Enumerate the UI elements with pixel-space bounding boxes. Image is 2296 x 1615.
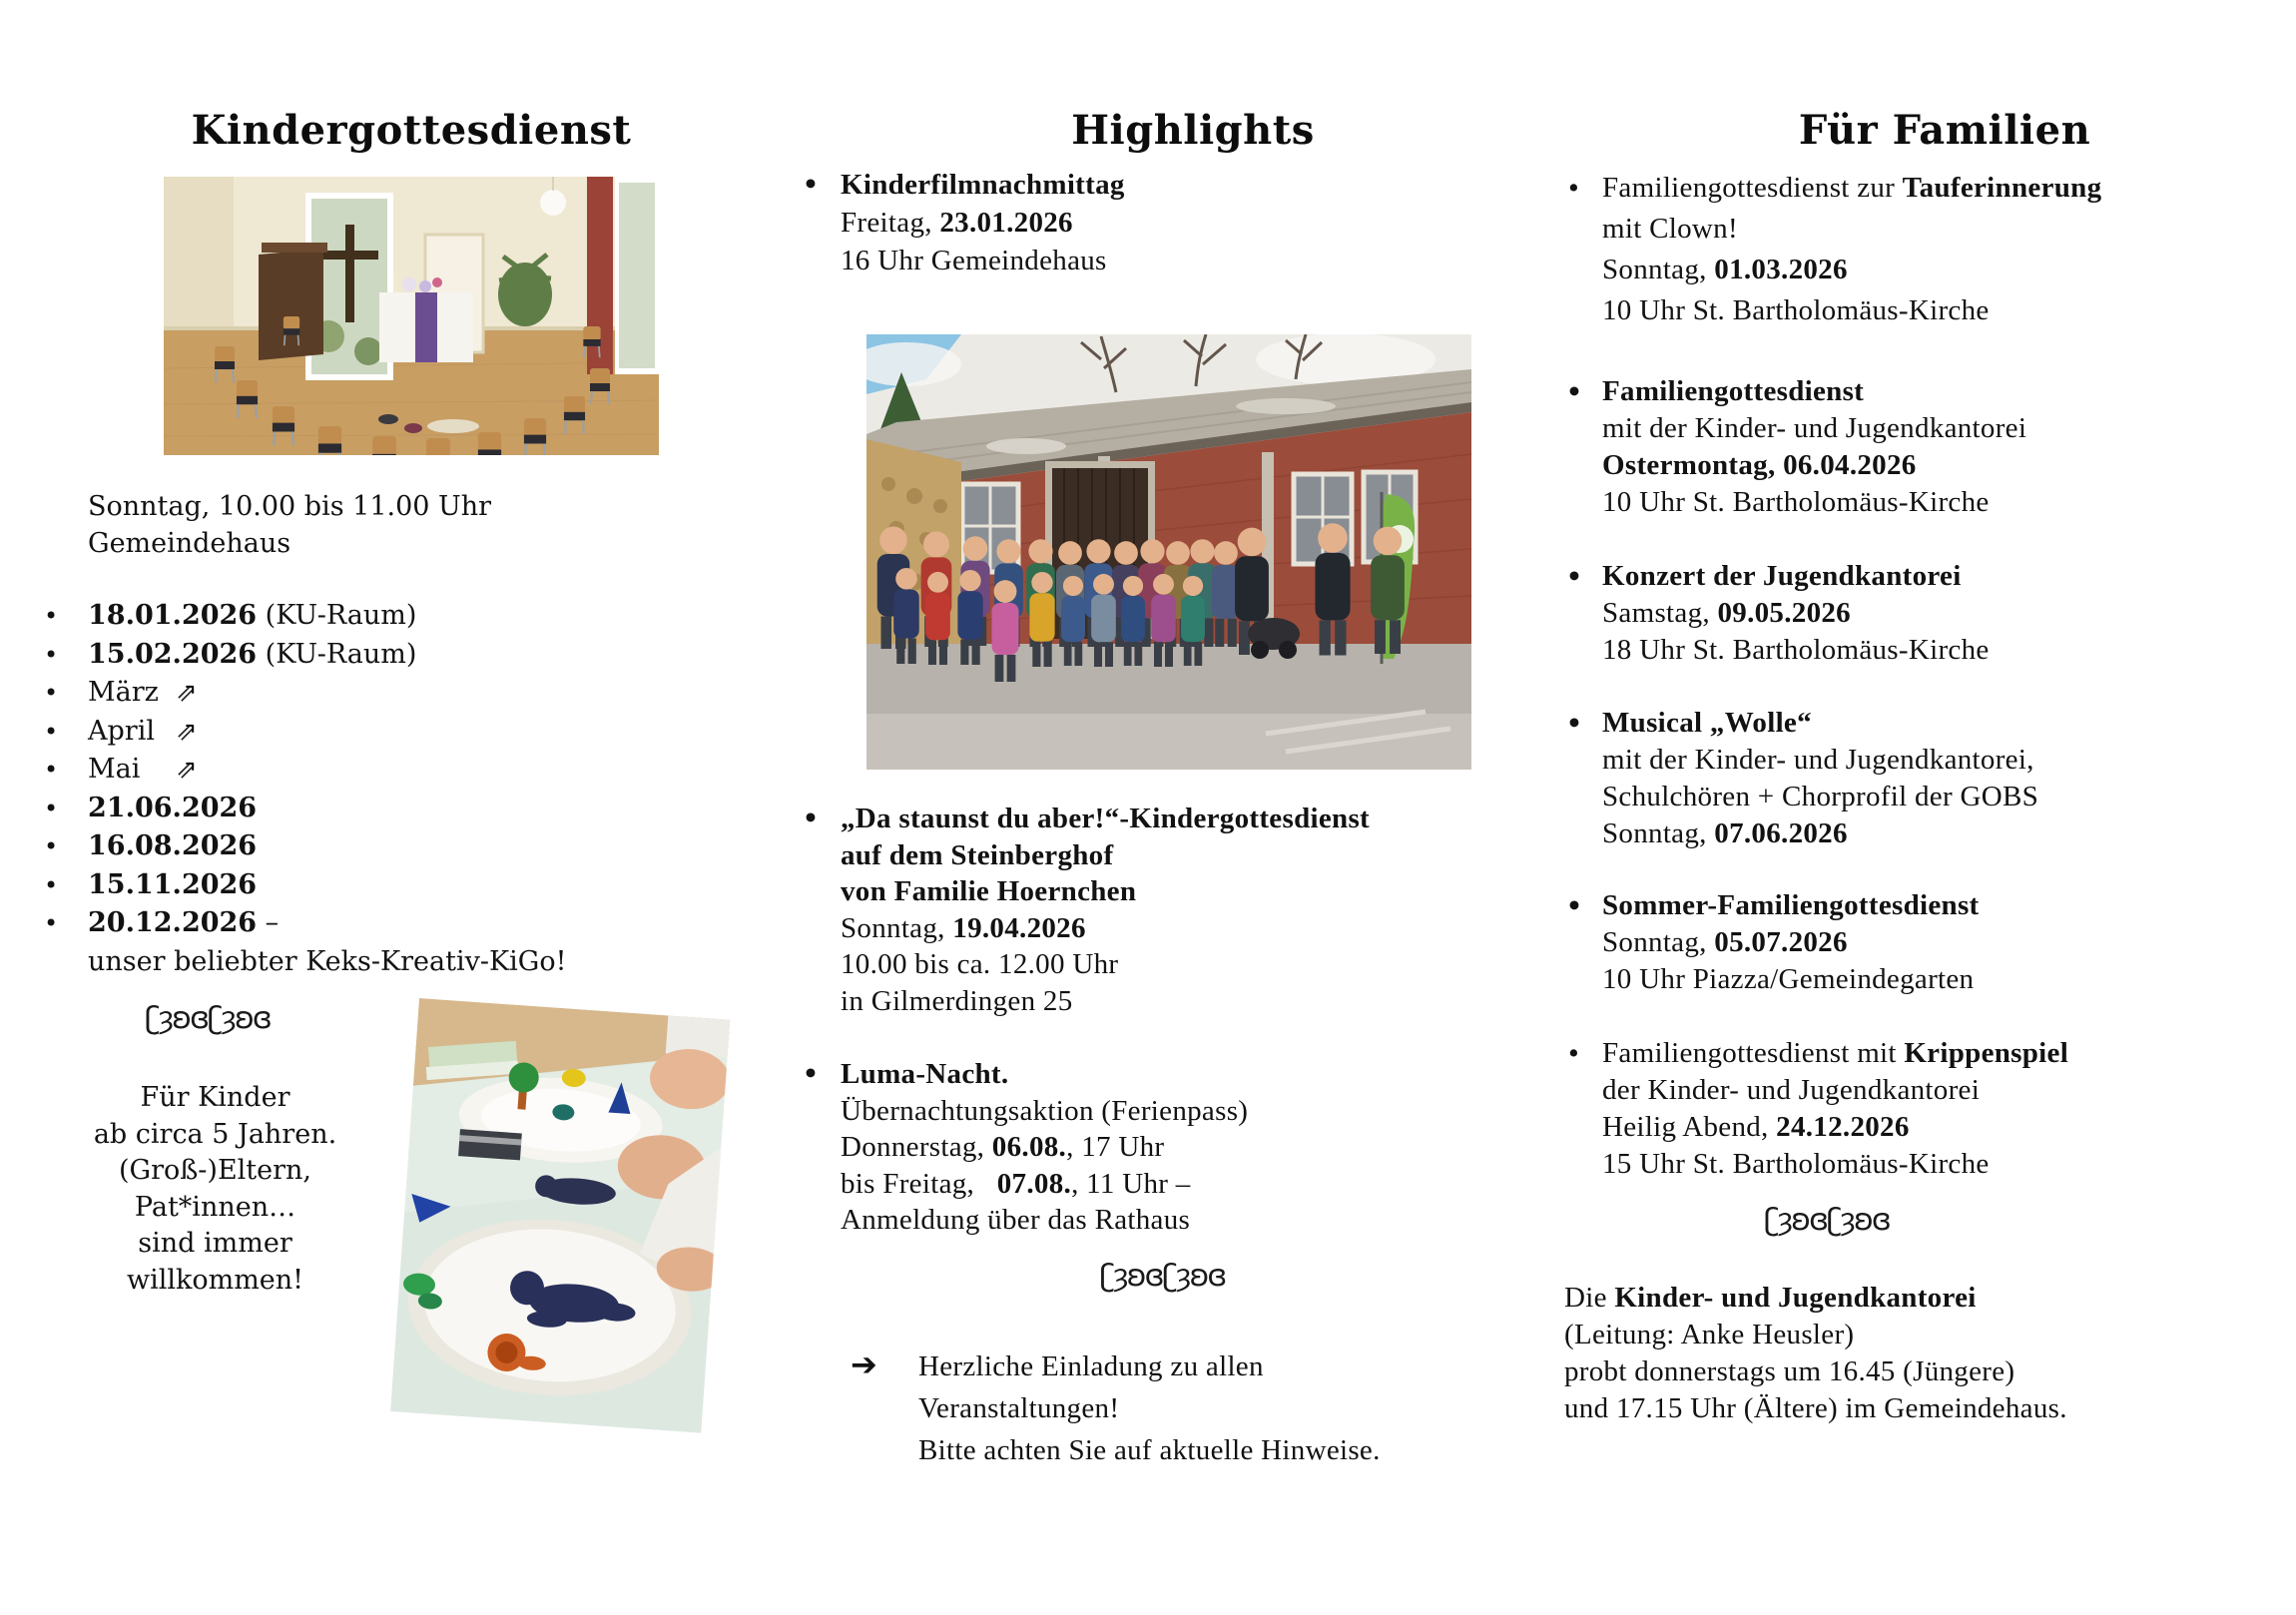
welcome-note: Für Kinder ab circa 5 Jahren. (Groß-)Eltern, Pat*innen… sind immer willkommen! — [93, 1082, 337, 1296]
list-item-continuation: unser beliebter Keks-Kreativ-KiGo! — [88, 945, 567, 977]
bullet-icon: • — [44, 640, 59, 669]
right-arrow-icon: ➔ — [851, 1346, 878, 1383]
column-title-highlights: Highlights — [1071, 106, 1315, 154]
bullet-icon: • — [803, 804, 820, 832]
bullet-icon: • — [1566, 1039, 1582, 1068]
kigo-intro — [88, 488, 491, 562]
ornament-divider: ʗȝʚɞʗȝʚɞ — [1764, 1203, 1890, 1238]
event-kinderfilmnachmittag: • Kinderfilmnachmittag Freitag, 23.01.2026 16 Uhr Gemeindehaus — [841, 166, 1125, 279]
bullet-icon: • — [44, 870, 59, 899]
event-krippenspiel: • Familiengottesdienst mit Krippenspiel der Kinder- und Jugendkantorei Heilig Abend, 24.12.2026 15 Uhr St. Bartholomäus-Kirche — [1566, 1037, 2069, 1180]
ornament-divider: ʗȝʚɞʗȝʚɞ — [145, 1001, 271, 1036]
event-familiengottesdienst-ostern: • Familiengottesdienst mit der Kinder- und Jugendkantorei Ostermontag, 06.04.2026 10 Uhr St. Bartholomäus-Kirche — [1566, 375, 2027, 518]
event-konzert-jugendkantorei: • Konzert der Jugendkantorei Samstag, 09.05.2026 18 Uhr St. Bartholomäus-Kirche — [1566, 560, 1990, 666]
curved-arrow-icon: ⇗ — [176, 755, 198, 785]
bullet-icon: • — [44, 756, 59, 784]
photo-clay-figures — [390, 998, 730, 1433]
chair-circle-graphic — [164, 177, 659, 455]
bullet-icon: • — [1566, 709, 1583, 738]
kigo-date-list — [44, 597, 647, 981]
photo-chair-circle-room — [164, 177, 659, 455]
list-item: • 21.06.2026 — [88, 790, 647, 828]
intro-line: Sonntag, 10.00 bis 11.00 Uhr — [88, 491, 492, 522]
bullet-icon: • — [1566, 891, 1583, 920]
event-sommer-familiengottesdienst: • Sommer-Familiengottesdienst Sonntag, 05.07.2026 10 Uhr Piazza/Gemeindegarten — [1566, 889, 1980, 995]
event-musical-wolle: • Musical „Wolle“ mit der Kinder- und Jugendkantorei, Schulchören + Chorprofil der GOBS Sonntag, 07.06.2026 — [1566, 707, 2039, 849]
list-item: • 20.12.2026 – — [88, 904, 647, 943]
column-title-fuer-familien: Für Familien — [1798, 106, 2091, 154]
bullet-icon: • — [803, 170, 820, 199]
clay-figures-graphic — [390, 998, 730, 1433]
bullet-icon: • — [44, 717, 59, 746]
list-item: • 15.11.2026 — [88, 866, 647, 905]
list-item: • 15.02.2026 (KU-Raum) — [88, 636, 647, 675]
intro-line: Gemeindehaus — [88, 528, 291, 559]
invitation-note: ➔ Herzliche Einladung zu allen Veranstaltungen! Bitte achten Sie auf aktuelle Hinweise. — [851, 1346, 1381, 1466]
list-item: • Mai ⇗ — [88, 751, 647, 790]
column-title-kindergottesdienst: Kindergottesdienst — [191, 106, 632, 154]
bullet-icon: • — [1566, 174, 1582, 203]
ornament-divider: ʗȝʚɞʗȝʚɞ — [1099, 1259, 1226, 1294]
list-item: • 18.01.2026 (KU-Raum) — [88, 597, 647, 636]
event-luma-nacht: • Luma-Nacht. Übernachtungsaktion (Ferienpass) Donnerstag, 06.08., 17 Uhr bis Freitag, 07.08., 11 Uhr – Anmeldung über das Rathaus — [803, 1058, 1249, 1236]
bullet-icon: • — [803, 1059, 820, 1088]
photo-group-farm — [866, 334, 1471, 770]
group-farm-graphic — [866, 334, 1471, 770]
bullet-icon: • — [44, 679, 59, 707]
bullet-icon: • — [44, 602, 59, 630]
curved-arrow-icon: ⇗ — [176, 678, 198, 708]
event-tauferinnerung: • Familiengottesdienst zur Tauferinnerung mit Clown! Sonntag, 01.03.2026 10 Uhr St. Bartholomäus-Kirche — [1602, 168, 2101, 331]
list-item: • März ⇗ — [88, 674, 647, 713]
bullet-icon: • — [44, 794, 59, 822]
bullet-icon: • — [1566, 562, 1583, 591]
bullet-icon: • — [44, 832, 59, 860]
curved-arrow-icon: ⇗ — [176, 716, 198, 747]
bullet-icon: • — [1566, 377, 1583, 406]
kantorei-footer: Die Kinder- und Jugendkantorei (Leitung: Anke Heusler) probt donnerstags um 16.45 (Jüngere) und 17.15 Uhr (Ältere) im Gemeindehaus. — [1564, 1282, 2067, 1424]
event-steinberghof: • „Da staunst du aber!“-Kindergottesdienst auf dem Steinberghof von Familie Hoernchen Sonntag, 19.04.2026 10.00 bis ca. 12.00 Uhr in Gilmerdingen 25 — [803, 803, 1370, 1017]
list-item: • April ⇗ — [88, 713, 647, 752]
bullet-icon: • — [44, 909, 59, 937]
list-item: • 16.08.2026 — [88, 827, 647, 866]
